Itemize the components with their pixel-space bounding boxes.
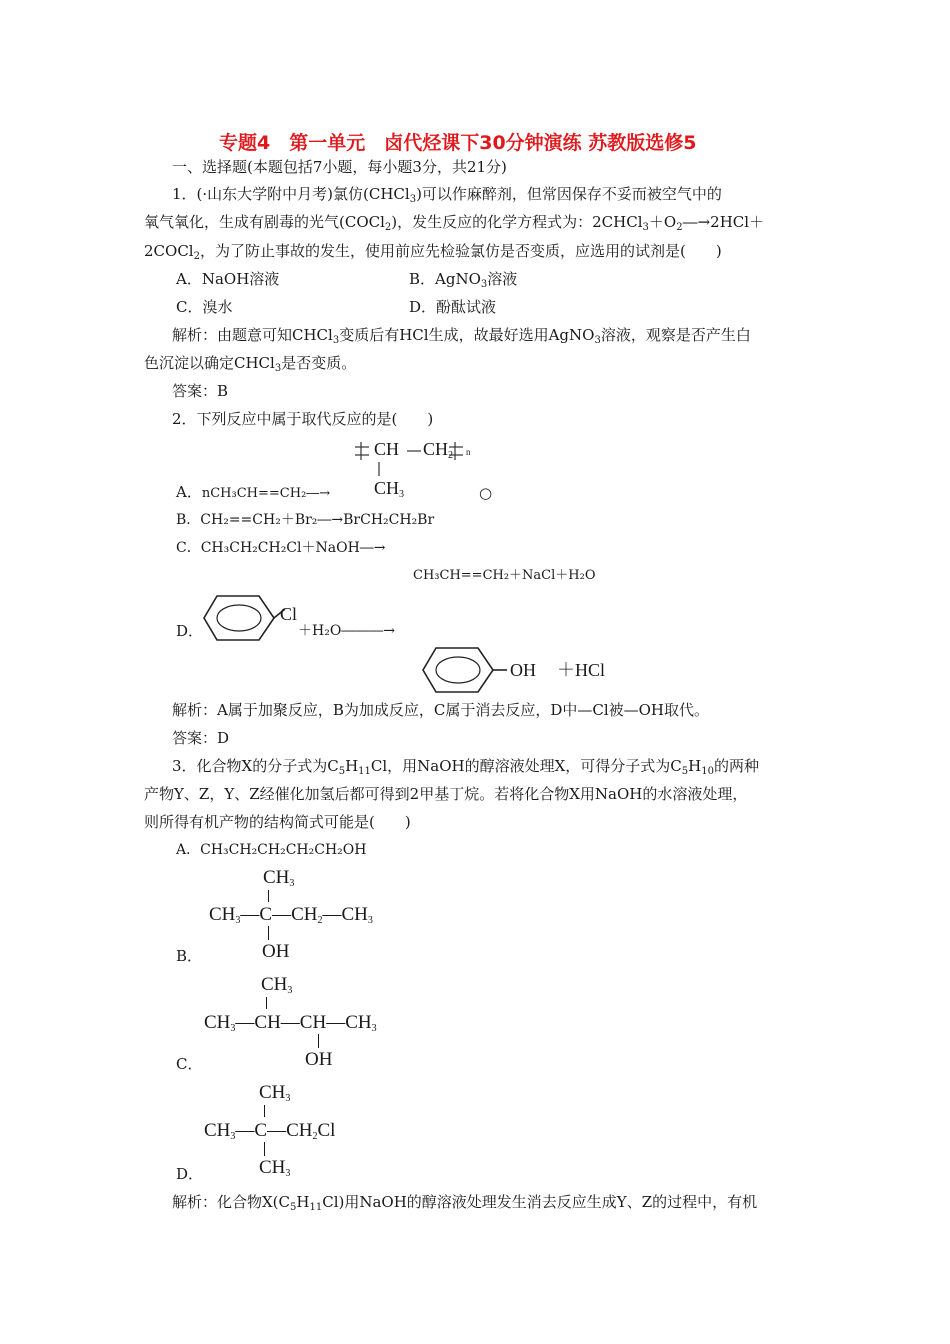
bond — [318, 1034, 319, 1048]
structure-c-bottom: OH — [305, 1049, 333, 1070]
benzene-ring-icon — [422, 647, 502, 693]
q1-answer: 答案：B — [172, 382, 229, 400]
bond — [264, 1142, 265, 1156]
q3-line3: 则所得有机产物的结构简式可能是( ) — [144, 813, 411, 831]
section-header: 一、选择题(本题包括7小题，每小题3分，共21分) — [172, 158, 507, 176]
q1-option-d: D．酚酞试液 — [409, 298, 497, 316]
q2-option-b: B．CH₂==CH₂＋Br₂―→BrCH₂CH₂Br — [176, 512, 435, 528]
q1-line1: 1．(·山东大学附中月考)氯仿(CHCl$_3$)可以作麻醉剂，但常因保存不妥而被空气中的 — [172, 185, 722, 205]
structure-d-bottom: $CH_3$ — [259, 1157, 291, 1179]
structure-d-row: $CH_3—C—CH_2Cl$ — [204, 1120, 336, 1142]
q3-line2: 产物Y、Z，Y、Z经催化加氢后都可得到2甲基丁烷。若将化合物X用NaOH的水溶液处理， — [144, 785, 748, 803]
q1-line2: 氧气氧化，生成有剧毒的光气(COCl$_2$)，发生反应的化学方程式为：$2CHCl_3+O_2―\to 2HCl+$ — [144, 213, 765, 233]
structure-c-row: $CH_3—CH—CH—CH_3$ — [204, 1012, 377, 1034]
q2-answer: 答案：D — [172, 729, 230, 747]
chlorine-label: Cl — [280, 604, 298, 624]
bond — [268, 926, 269, 940]
q1-option-a: A．NaOH溶液 — [176, 270, 280, 288]
q2-option-c: C．CH₃CH₂CH₂Cl＋NaOH―→ — [176, 540, 386, 556]
q3-analysis: 解析：化合物$X(C_5H_{11}Cl)$用NaOH的醇溶液处理发生消去反应生成Y、Z的过程中，有机 — [172, 1193, 758, 1213]
q1-analysis-line1: 解析：由题意可知CHCl$_3$变质后有HCl生成，故最好选用AgNO$_3$溶液，观察是否产生白 — [172, 326, 751, 346]
structure-b-top: $CH_3$ — [263, 867, 295, 889]
polymer-ch2: $CH_2$ — [423, 439, 454, 461]
structure-c-top: $CH_3$ — [261, 974, 293, 996]
hcl-label: ＋HCl — [557, 660, 606, 680]
q2-option-a: A．nCH₃CH==CH₂―→ — [176, 483, 331, 501]
q3-option-a: A．CH₃CH₂CH₂CH₂CH₂OH — [176, 842, 367, 858]
q3-line1: 3．化合物X的分子式为$C_5H_{11}Cl$，用NaOH的醇溶液处理X，可得分子式为$C_5H_{10}$的两种 — [172, 757, 760, 777]
page-title: 专题4 第一单元 卤代烃课下30分钟演练 苏教版选修5 — [219, 132, 697, 154]
q2-option-d-mid: ＋H₂O―――→ — [298, 623, 396, 639]
q1-option-b: B．AgNO$_3$溶液 — [409, 270, 518, 290]
bond — [266, 997, 267, 1009]
q2-option-a-end: ○ — [479, 484, 493, 502]
q2-analysis: 解析：A属于加聚反应，B为加成反应，C属于消去反应，D中—Cl被—OH取代。 — [172, 701, 710, 719]
polymer-ch3: $CH_3$ — [374, 478, 405, 500]
structure-d-top: $CH_3$ — [259, 1082, 291, 1104]
bond — [264, 1105, 265, 1117]
q2-option-d-label: D． — [176, 622, 204, 640]
q2-option-c-product: CH₃CH==CH₂＋NaCl＋H₂O — [413, 568, 596, 583]
q3-option-c-label: C． — [176, 1055, 203, 1073]
q3-option-d-label: D． — [176, 1165, 204, 1183]
polymer-ch: CH — [374, 439, 400, 459]
q1-option-c: C．溴水 — [176, 298, 233, 316]
benzene-ring-icon — [203, 595, 283, 641]
q1-analysis-line2: 色沉淀以确定CHCl$_3$是否变质。 — [144, 354, 357, 374]
polymer-n: n — [466, 447, 471, 457]
structure-b-row: $CH_3—C—CH_2—CH_3$ — [209, 904, 373, 926]
q3-option-b-label: B． — [176, 947, 203, 965]
hydroxyl-label: OH — [510, 660, 536, 680]
q2-stem: 2．下列反应中属于取代反应的是( ) — [172, 410, 434, 428]
bond — [268, 890, 269, 902]
q1-line3: 2COCl$_2$，为了防止事故的发生，使用前应先检验氯仿是否变质，应选用的试剂是( ) — [144, 242, 722, 262]
structure-b-bottom: OH — [262, 941, 290, 962]
